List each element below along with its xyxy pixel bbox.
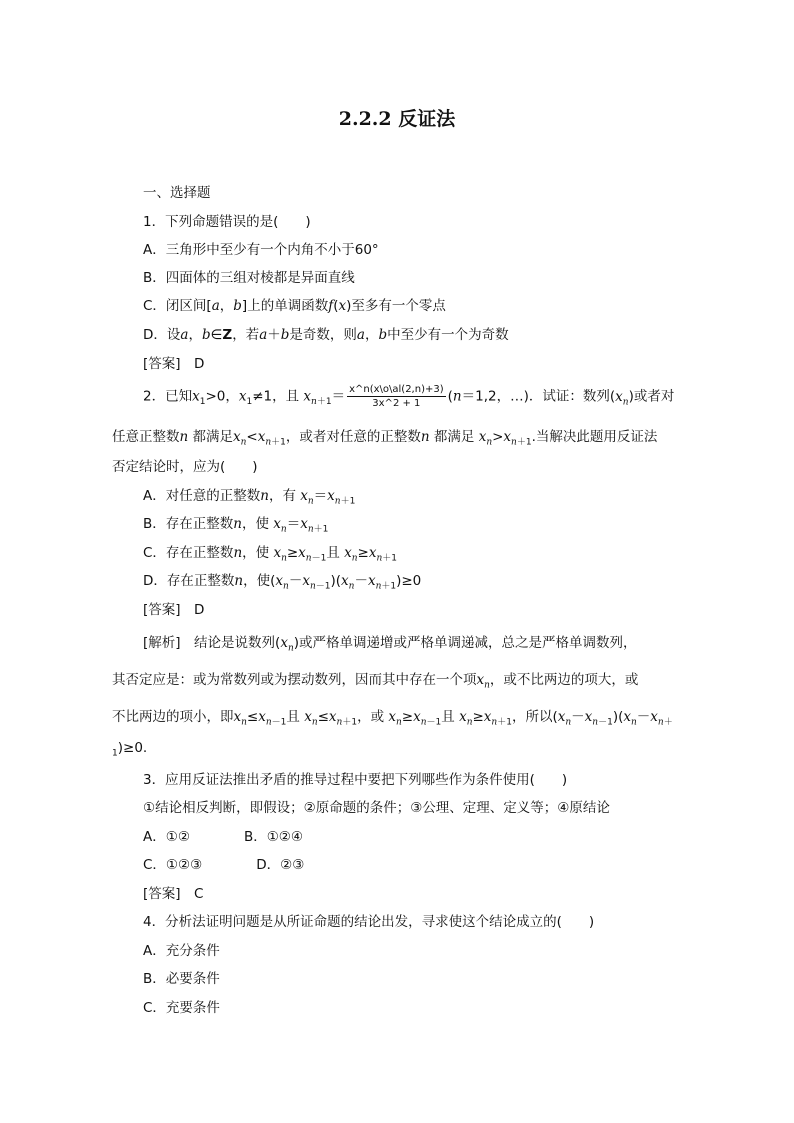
q3-options-cd: C．①②③ D．②③	[143, 857, 305, 873]
q1-option-d: D．设a，b∈Z，若a＋b是奇数，则a，b中至少有一个为奇数	[143, 327, 509, 343]
section-heading: 一、选择题	[143, 185, 211, 201]
page-title: 2.2.2 反证法	[338, 108, 456, 130]
q2-explanation-1: [解析] 结论是说数列$(x_n)$或严格单调递增或严格单调递减，总之是严格单调数列，	[143, 635, 637, 654]
q1-answer: [答案] D	[143, 356, 205, 372]
q1-option-a: A．三角形中至少有一个内角不小于60°	[143, 242, 379, 258]
q3-answer: [答案] C	[143, 886, 204, 902]
q3-options-ab: A．①② B．①②④	[143, 829, 304, 845]
q2-option-a: A．对任意的正整数n，有 $x_n=x_{n+1}$	[143, 488, 356, 507]
q2-option-c: C．存在正整数n，使 $x_n\ge x_{n-1}$且 $x_n\ge x_{n+1}$	[143, 545, 398, 564]
q2-line-3: 否定结论时，应为( )	[112, 459, 258, 475]
q2-line-2: 任意正整数n 都满足$x_n<x_{n+1}$，或者对任意的正整数n 都满足 $x_n>x_{n+1}$.当解决此题用反证法	[112, 429, 658, 448]
q4-stem: 4．分析法证明问题是从所证命题的结论出发，寻求使这个结论成立的( )	[143, 914, 595, 930]
q2-line-1: 2．已知$x_1>0$，$x_1\ne 1$，且 $x_{n+1}=$ $\frac{x\^{}n(x\backslash o\backslash al(2,n)+3)}{3x\^{}2 + 1}$ (n＝1,2，…)．试证：数列$(x_n)$或者对	[143, 384, 675, 409]
q4-option-a: A．充分条件	[143, 943, 220, 959]
q1-option-b: B．四面体的三组对棱都是异面直线	[143, 270, 355, 286]
q1-option-c: C．闭区间[a，b]上的单调函数f(x)至多有一个零点	[143, 298, 446, 314]
q2-explanation-4: $_1$)≥0.	[112, 740, 148, 759]
q1-stem: 1．下列命题错误的是( )	[143, 214, 311, 230]
q2-explanation-3: 不比两边的项小，即$x_n\le x_{n-1}$且 $x_n\le x_{n+1}$，或 $x_n\ge x_{n-1}$且 $x_n\ge x_{n+1}$，所以$(x_n-x_{n-1})(x_n-x_{n+}$	[112, 709, 673, 728]
q3-stem: 3．应用反证法推出矛盾的推导过程中要把下列哪些作为条件使用( )	[143, 772, 568, 788]
q2-option-b: B．存在正整数n，使 $x_n=x_{n+1}$	[143, 516, 329, 535]
q2-option-d: D．存在正整数n，使$(x_n-x_{n-1})(x_n-x_{n+1})\ge 0$	[143, 573, 422, 592]
q4-option-c: C．充要条件	[143, 1000, 220, 1016]
q2-answer: [答案] D	[143, 602, 205, 618]
q2-explanation-2: 其否定应是：或为常数列或为摆动数列，因而其中存在一个项$x_n$，或不比两边的项大，或	[112, 672, 639, 691]
q3-items: ①结论相反判断，即假设；②原命题的条件；③公理、定理、定义等；④原结论	[143, 800, 610, 816]
q4-option-b: B．必要条件	[143, 971, 220, 987]
q2-fraction: $\frac{x\^{}n(x\backslash o\backslash al(2,n)+3)}{3x\^{}2 + 1}$	[349, 384, 444, 409]
